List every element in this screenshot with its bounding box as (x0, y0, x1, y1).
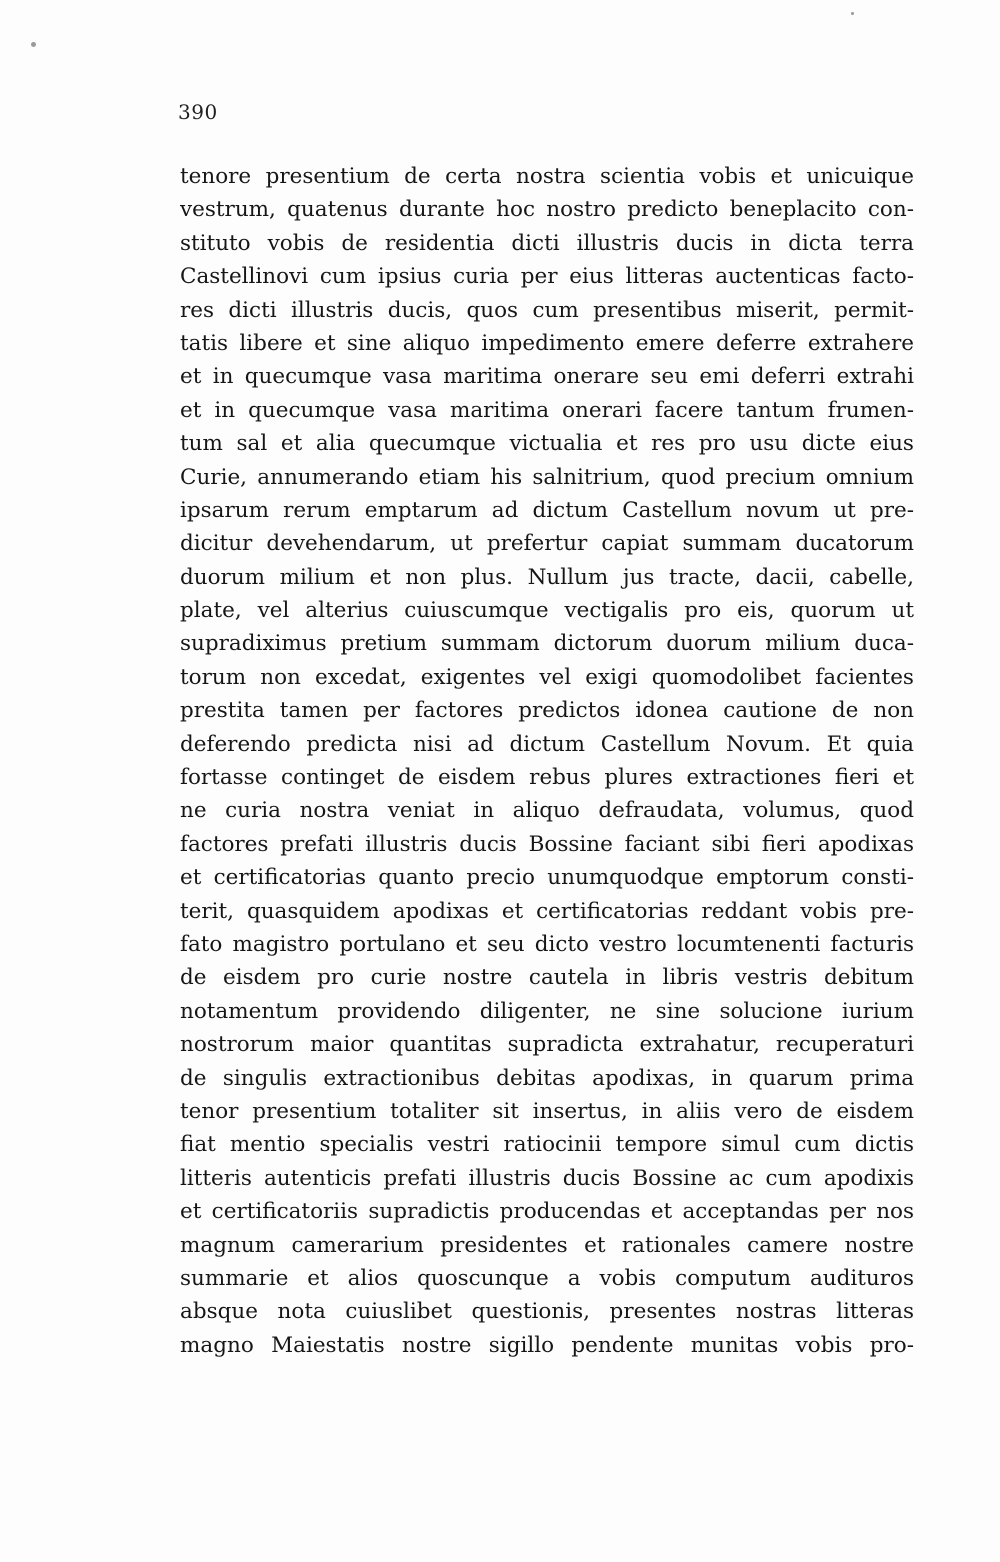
text-line: et certificatoriis supradictis producendas et acceptandas per nos (180, 1199, 915, 1225)
text-line: et certificatorias quanto precio unumquodque emptorum consti- (180, 865, 914, 891)
body-text (180, 160, 914, 1362)
text-line: Curie, annumerando etiam his salnitrium, quod precium omnium (180, 464, 915, 490)
text-line: plate, vel alterius cuiuscumque vectigalis pro eis, quorum ut (180, 598, 915, 624)
text-line: ne curia nostra veniat in aliquo defraudata, volumus, quod (180, 798, 914, 824)
text-line: duorum milium et non plus. Nullum jus tracte, dacii, cabelle, (180, 564, 914, 590)
text-line: litteris autenticis prefati illustris ducis Bossine ac cum apodixis (180, 1165, 915, 1191)
text-line: de eisdem pro curie nostre cautela in libris vestris debitum (180, 965, 915, 991)
text-line: Castellinovi cum ipsius curia per eius litteras auctenticas facto- (180, 264, 914, 290)
text-line: tatis libere et sine aliquo impedimento emere deferre extrahere (180, 330, 914, 356)
text-line: magno Maiestatis nostre sigillo pendente munitas vobis pro- (180, 1332, 914, 1358)
text-line: notamentum providendo diligenter, ne sine solucione iurium (180, 998, 914, 1024)
text-line: fiat mentio specialis vestri ratiocinii tempore simul cum dictis (180, 1132, 915, 1158)
text-line: tum sal et alia quecumque victualia et res pro usu dicte eius (180, 431, 914, 457)
text-line: vestrum, quatenus durante hoc nostro predicto beneplacito con- (180, 197, 914, 223)
text-line: ipsarum rerum emptarum ad dictum Castellum novum ut pre- (180, 497, 914, 523)
text-line: tenor presentium totaliter sit insertus, in aliis vero de eisdem (180, 1098, 914, 1124)
text-line: absque nota cuiuslibet questionis, presentes nostras litteras (180, 1299, 915, 1325)
text-line: torum non excedat, exigentes vel exigi quomodolibet facientes (180, 664, 914, 690)
text-line: stituto vobis de residentia dicti illustris ducis in dicta terra (180, 230, 914, 256)
page-number: 390 (178, 100, 218, 124)
text-line: supradiximus pretium summam dictorum duorum milium duca- (180, 631, 914, 657)
text-line: terit, quasquidem apodixas et certificatorias reddant vobis pre- (180, 898, 914, 924)
text-line: et in quecumque vasa maritima onerari facere tantum frumen- (180, 397, 914, 423)
scan-speck (31, 42, 36, 47)
text-line: summarie et alios quoscunque a vobis computum audituros (180, 1265, 915, 1291)
text-line: fortasse continget de eisdem rebus plures extractiones fieri et (180, 765, 915, 791)
text-line: fato magistro portulano et seu dicto vestro locumtenenti facturis (180, 931, 915, 957)
text-line: et in quecumque vasa maritima onerare seu emi deferri extrahi (180, 364, 914, 390)
text-line: nostrorum maior quantitas supradicta extrahatur, recuperaturi (180, 1032, 914, 1058)
text-line: dicitur devehendarum, ut prefertur capiat summam ducatorum (180, 531, 915, 557)
text-line: deferendo predicta nisi ad dictum Castellum Novum. Et quia (180, 731, 914, 757)
text-line: factores prefati illustris ducis Bossine faciant sibi fieri apodixas (180, 831, 914, 857)
text-line: res dicti illustris ducis, quos cum presentibus miserit, permit- (180, 297, 915, 323)
text-line: prestita tamen per factores predictos idonea cautione de non (180, 698, 914, 724)
text-line: magnum camerarium presidentes et rationales camere nostre (180, 1232, 914, 1258)
text-line: de singulis extractionibus debitas apodixas, in quarum prima (180, 1065, 915, 1091)
text-line: tenore presentium de certa nostra scientia vobis et unicuique (180, 164, 915, 189)
scan-speck (851, 12, 854, 15)
